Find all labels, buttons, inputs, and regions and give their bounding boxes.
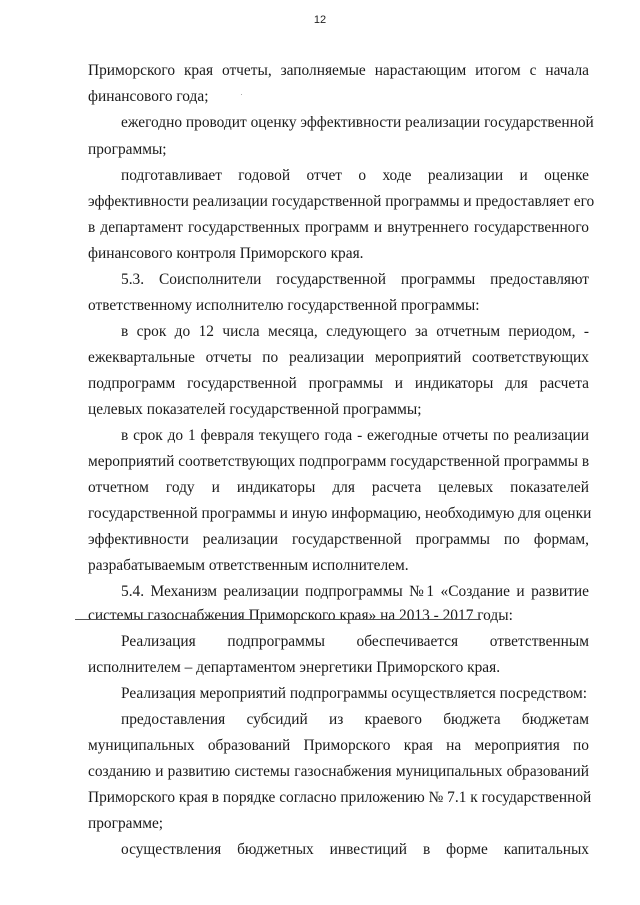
text-line: ежегодно проводит оценку эффективности реализации государственной: [121, 114, 594, 131]
text-line: программе;: [88, 815, 164, 832]
text-line: эффективности реализации государственной программы по формам,: [88, 531, 589, 548]
text-line: эффективности реализации государственной программы и предоставляет его: [88, 193, 595, 210]
text-line: в срок до 12 числа месяца, следующего за отчетным периодом, -: [121, 323, 589, 340]
text-line: подготавливает годовой отчет о ходе реализации и оценке: [121, 167, 589, 184]
section-5-4-heading: 5.4. Механизм реализации подпрограммы №1 «Создание и развитие: [121, 583, 589, 600]
text-line: государственной программы и иную информацию, необходимую для оценки: [88, 505, 592, 522]
text-line: Реализация подпрограммы обеспечивается ответственным: [121, 633, 589, 650]
text-line: в срок до 1 февраля текущего года - ежегодные отчеты по реализации: [121, 427, 589, 444]
text-line: Приморского края отчеты, заполняемые нарастающим итогом с начала: [88, 62, 589, 79]
text-line: исполнителем – департаментом энергетики Приморского края.: [88, 659, 501, 676]
page-number: 12: [313, 14, 327, 26]
text-line: целевых показателей государственной программы;: [88, 401, 422, 418]
text-line: мероприятий соответствующих подпрограмм государственной программы в: [88, 453, 590, 470]
text-line: подпрограмм государственной программы и индикаторы для расчета: [88, 375, 589, 392]
text-line: отчетном году и индикаторы для расчета целевых показателей: [88, 479, 589, 496]
text-line: Приморского края в порядке согласно приложению № 7.1 к государственной: [88, 789, 592, 806]
text-line: финансового контроля Приморского края.: [88, 245, 364, 262]
text-line: финансового года;: [88, 88, 209, 105]
text-line: программы;: [88, 141, 167, 158]
text-line: ответственному исполнителю государственной программы:: [88, 297, 480, 314]
text-line: предоставления субсидий из краевого бюджета бюджетам: [121, 711, 589, 728]
text-line: в департамент государственных программ и внутреннего государственного: [88, 219, 589, 236]
text-line: Реализация мероприятий подпрограммы осуществляется посредством:: [121, 685, 588, 702]
text-line: разрабатываемым ответственным исполнителем.: [88, 557, 409, 574]
text-line: системы газоснабжения Приморского края» на 2013 - 2017 годы:: [88, 607, 513, 624]
horizontal-rule: [75, 619, 481, 620]
text-line: созданию и развитию системы газоснабжения муниципальных образований: [88, 763, 589, 780]
section-5-3-heading: 5.3. Соисполнители государственной программы предоставляют: [121, 271, 589, 288]
text-line: муниципальных образований Приморского края на мероприятия по: [88, 737, 589, 754]
text-line: ежеквартальные отчеты по реализации мероприятий соответствующих: [88, 349, 589, 366]
text-line: осуществления бюджетных инвестиций в форме капитальных: [121, 841, 589, 858]
